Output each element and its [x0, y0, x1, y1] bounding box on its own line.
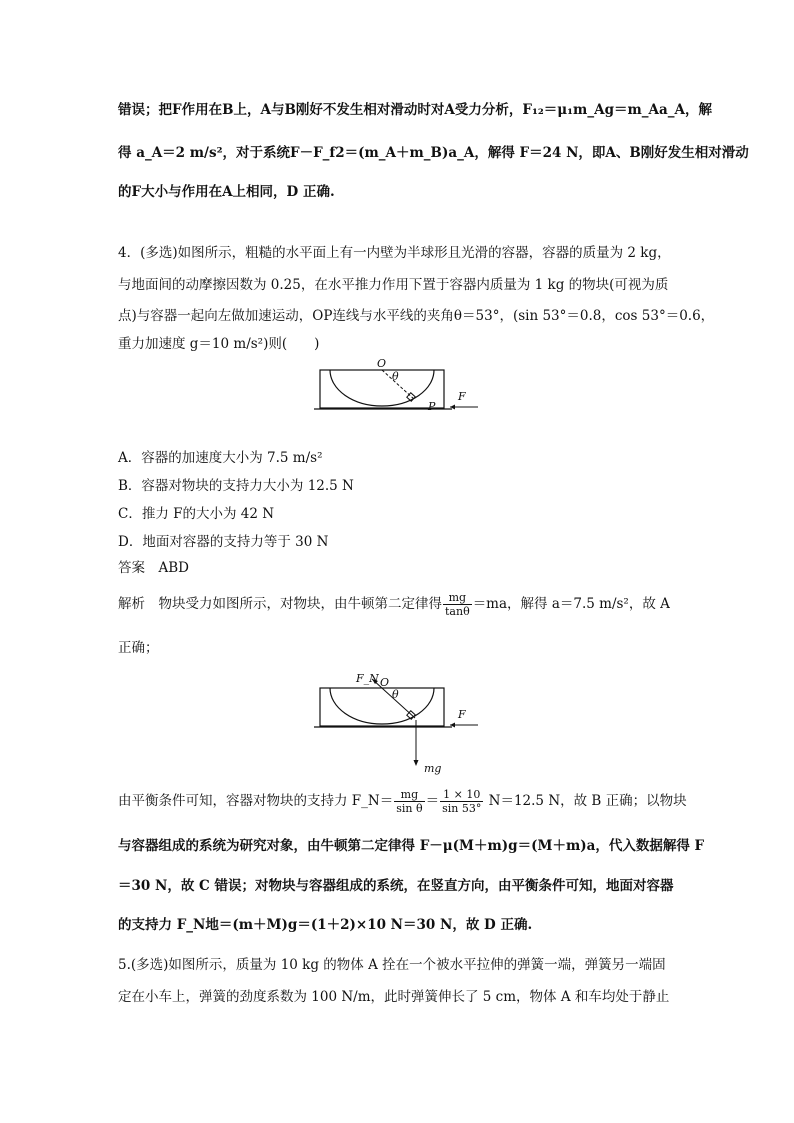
option-b: B．容器对物块的支持力大小为 12.5 N [118, 478, 354, 494]
label-theta: θ [392, 688, 399, 701]
figure-force-analysis [312, 672, 482, 776]
analysis-text: ＝ma，解得 a＝7.5 m/s²，故 A [472, 596, 670, 612]
analysis-line: 的支持力 F_N地＝(m＋M)g＝(1＋2)×10 N＝30 N，故 D 正确. [118, 917, 533, 933]
fraction-numerator: 1 × 10 [440, 788, 483, 802]
label-P: P [428, 400, 436, 413]
text-line: 得 a_A＝2 m/s²，对于系统F－F_f2＝(m_A＋m_B)a_A，解得 F＝24 N，即A、B刚好发生相对滑动 [118, 145, 749, 161]
fraction-numerator: mg [443, 591, 472, 605]
container-outline [320, 370, 444, 408]
fraction-denominator: sin 53° [442, 802, 482, 815]
arrow-head [414, 760, 419, 766]
fraction [440, 788, 483, 815]
container-outline [320, 688, 444, 726]
question-4-text: 重力加速度 g＝10 m/s²)则( ) [118, 336, 320, 352]
analysis-text: 由平衡条件可知，容器对物块的支持力 F_N＝ [118, 793, 394, 809]
fraction [443, 591, 472, 618]
fraction-denominator: sin θ [396, 802, 423, 815]
option-c: C．推力 F的大小为 42 N [118, 506, 275, 522]
question-5-text: 5.(多选)如图所示，质量为 10 kg 的物体 A 拴在一个被水平拉伸的弹簧一端，弹簧另一端固 [118, 957, 666, 973]
label-O: O [377, 358, 387, 370]
label-theta: θ [392, 370, 399, 383]
analysis-line [118, 786, 687, 816]
answer: 答案 ABD [118, 560, 189, 576]
question-4-text: 点)与容器一起向左做加速运动，OP连线与水平线的夹角θ＝53°，(sin 53°＝0.8，cos 53°＝0.6， [118, 308, 715, 324]
question-4-text: 4．(多选)如图所示，粗糙的水平面上有一内壁为半球形且光滑的容器，容器的质量为 2 kg， [118, 245, 671, 261]
hemisphere-arc [330, 370, 434, 406]
fraction-denominator: tanθ [445, 605, 470, 618]
analysis-line: 正确； [118, 640, 159, 656]
analysis-text: N＝12.5 N，故 B 正确；以物块 [484, 793, 687, 809]
label-FN: F_N [356, 672, 379, 685]
text-line: 错误；把F作用在B上，A与B刚好不发生相对滑动时对A受力分析，F₁₂＝μ₁m_Ag＝m_Aa_A，解 [118, 102, 712, 118]
fraction-numerator: mg [394, 788, 424, 802]
analysis-line: ＝30 N，故 C 错误；对物块与容器组成的系统，在竖直方向，由平衡条件可知，地面对容器 [118, 878, 674, 894]
hemisphere-arc [330, 688, 434, 724]
question-4-text: 与地面间的动摩擦因数为 0.25，在水平推力作用下置于容器内质量为 1 kg 的物块(可视为质 [118, 277, 669, 293]
label-O: O [380, 676, 390, 689]
analysis-text: 解析 物块受力如图所示，对物块，由牛顿第二定律得 [118, 596, 442, 612]
analysis-text: ＝ [425, 793, 440, 809]
text-line: 的F大小与作用在A上相同，D 正确. [118, 184, 335, 200]
question-5-text: 定在小车上，弹簧的劲度系数为 100 N/m，此时弹簧伸长了 5 cm，物体 A 和车均处于静止 [118, 989, 670, 1005]
option-a: A．容器的加速度大小为 7.5 m/s² [118, 450, 323, 466]
option-d: D．地面对容器的支持力等于 30 N [118, 534, 329, 550]
fraction [394, 788, 424, 815]
analysis-line: 与容器组成的系统为研究对象，由牛顿第二定律得 F－μ(M＋m)g＝(M＋m)a，代入数据解得 F [118, 838, 705, 854]
label-mg: mg [424, 762, 442, 775]
analysis-line [118, 589, 670, 619]
figure-container-force-diagram [312, 358, 482, 414]
label-F: F [458, 708, 466, 721]
label-F: F [458, 390, 466, 403]
